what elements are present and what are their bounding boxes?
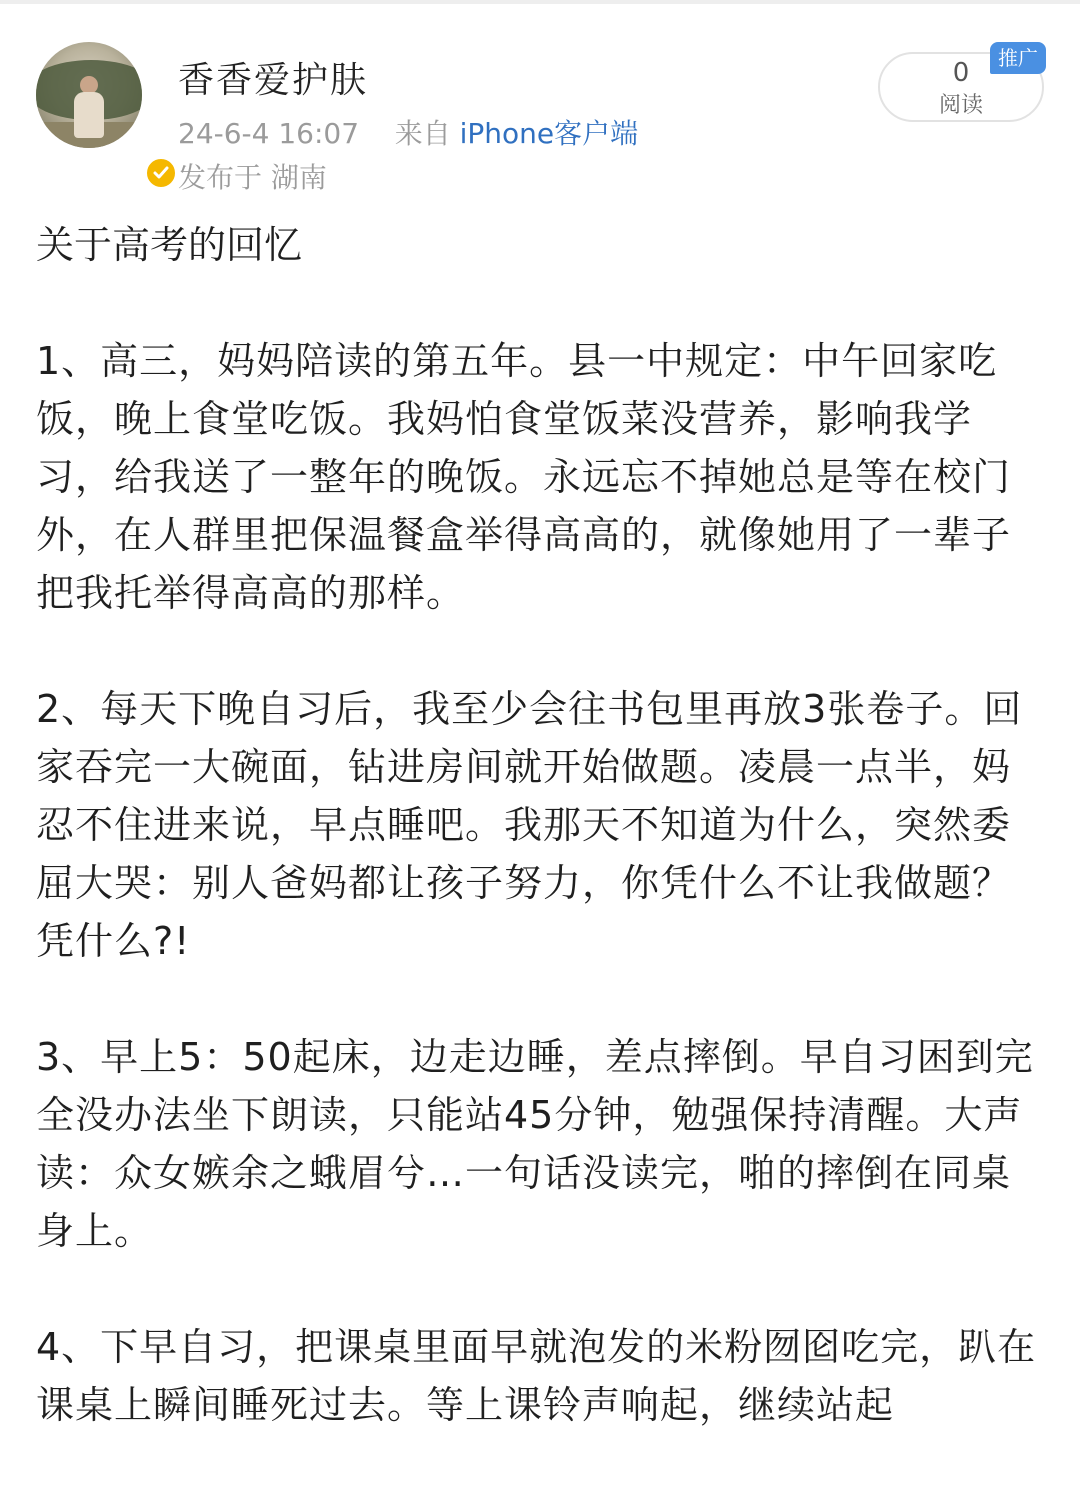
post-timestamp: 24-6-4 16:07 [178, 117, 360, 150]
read-label: 阅读 [938, 93, 983, 118]
article-title: 关于高考的回忆 [36, 223, 303, 267]
username[interactable]: 香香爱护肤 [178, 60, 369, 101]
avatar-image [36, 42, 142, 148]
article-paragraph: 2、每天下晚自习后，我至少会往书包里再放3张卷子。回家吞完一大碗面，钻进房间就开始做题。凌晨一点半，妈忍不住进来说，早点睡吧。我那天不知道为什么，突然委屈大哭：别人爸妈都让孩子努力，你凭什么不让我做题？凭什么?! [36, 687, 1023, 963]
promo-tag: 推广 [990, 42, 1046, 74]
source-client-link[interactable]: iPhone客户端 [459, 117, 639, 150]
avatar[interactable] [36, 42, 142, 148]
article-paragraph: 3、早上5：50起床，边走边睡，差点摔倒。早自习困到完全没办法坐下朗读，只能站45分钟，勉强保持清醒。大声读：众女嫉余之蛾眉兮…一句话没读完，啪的摔倒在同桌身上。 [36, 1035, 1034, 1253]
post-location: 发布于 湖南 [178, 161, 327, 194]
article-body [36, 216, 1046, 1492]
read-count: 0 [952, 58, 970, 88]
post-header [0, 0, 1080, 200]
article-paragraph: 1、高三，妈妈陪读的第五年。县一中规定：中午回家吃饭，晚上食堂吃饭。我妈怕食堂饭菜没营养，影响我学习，给我送了一整年的晚饭。永远忘不掉她总是等在校门外，在人群里把保温餐盒举得高高的，就像她用了一辈子把我托举得高高的那样。 [36, 339, 1012, 615]
article-paragraph: 4、下早自习，把课桌里面早就泡发的米粉囫囵吃完，趴在课桌上瞬间睡死过去。等上课铃声响起，继续站起 [36, 1325, 1037, 1427]
post-meta [178, 112, 638, 152]
source-prefix: 来自 [394, 117, 451, 150]
verified-check-icon [144, 156, 178, 190]
